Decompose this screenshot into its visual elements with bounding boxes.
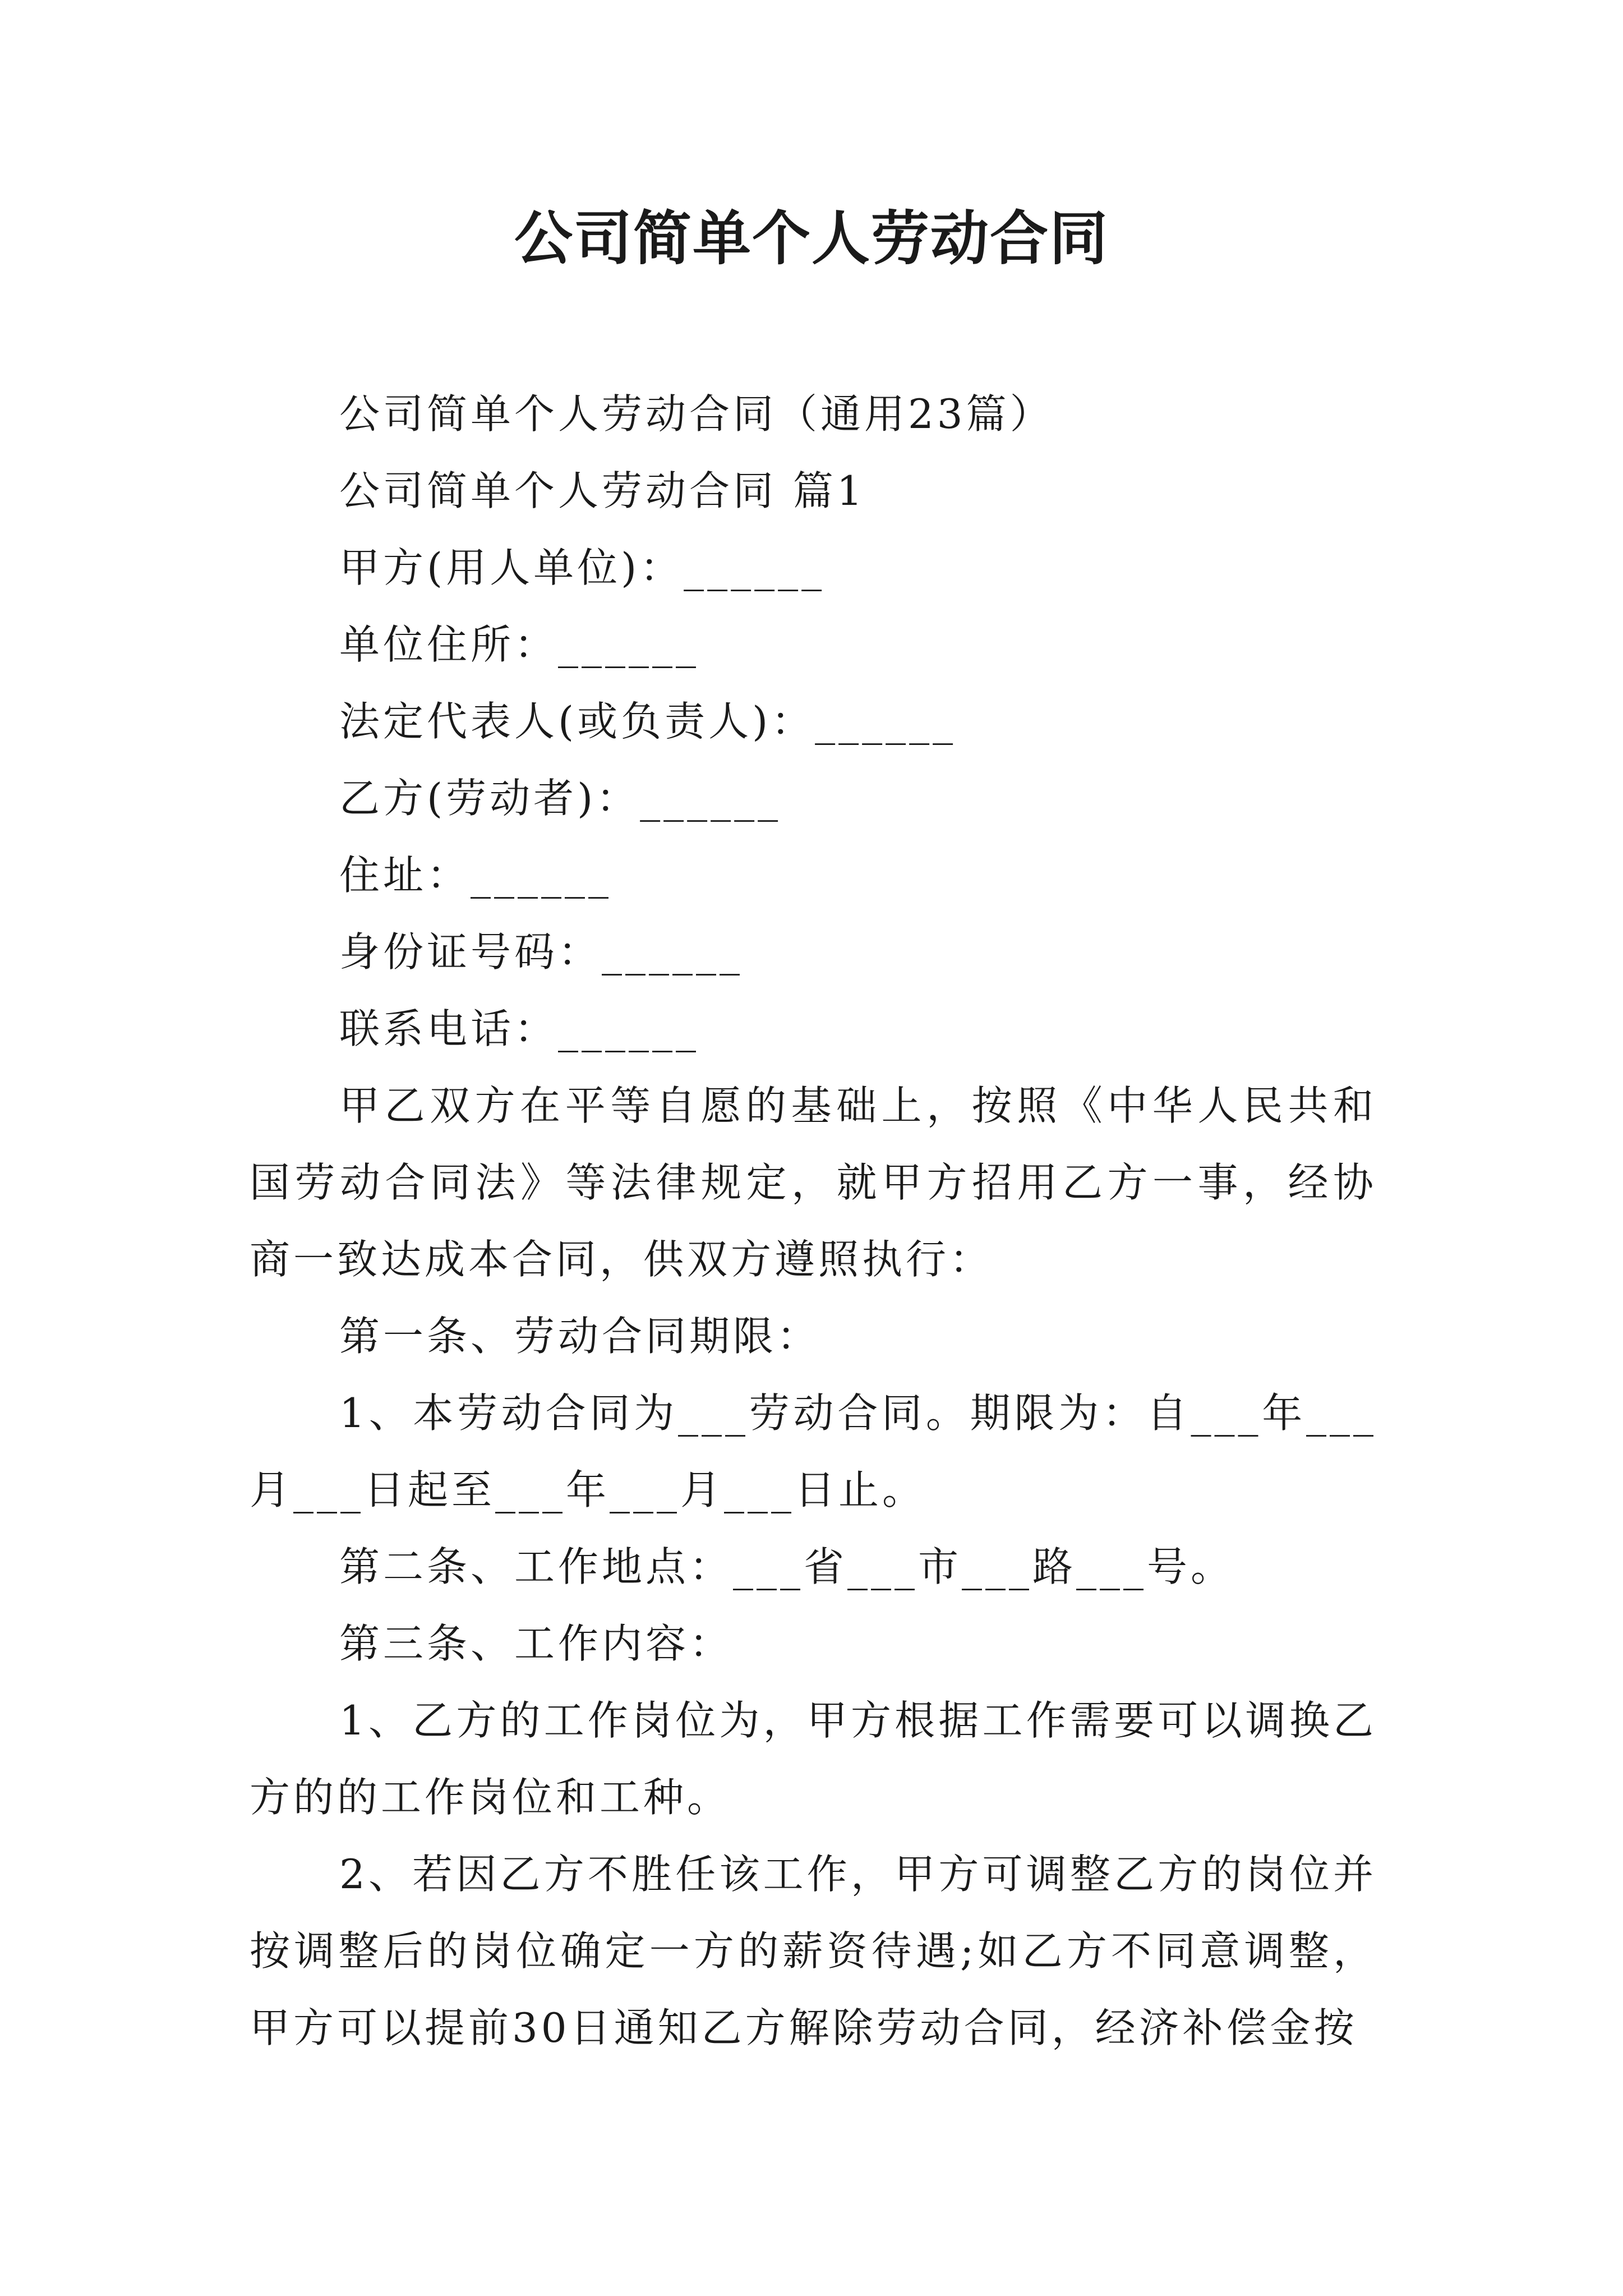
paragraph-article-2: 第二条、工作地点：___省___市___路___号。 — [339, 1543, 1235, 1590]
paragraph-article-3-item-2: 2、若因乙方不胜任该工作，甲方可调整乙方的岗位并按调整后的岗位确定一方的薪资待遇;如乙方不同意调整，甲方可以提前30日通知乙方解除劳动合同，经济补偿金按 — [250, 1851, 1377, 2051]
paragraph-party-b: 乙方(劳动者)：______ — [339, 775, 782, 822]
paragraph-address: 住址：______ — [339, 852, 612, 899]
paragraph-article-1: 第一条、劳动合同期限： — [339, 1313, 821, 1360]
paragraph-party-a: 甲方(用人单位)：______ — [339, 544, 826, 591]
document-body — [250, 376, 1377, 2067]
paragraph-phone: 联系电话：______ — [339, 1005, 700, 1052]
paragraph-unit-address: 单位住所：______ — [339, 621, 700, 668]
paragraph-section-heading: 公司简单个人劳动合同 篇1 — [339, 467, 866, 514]
paragraph-article-3: 第三条、工作内容： — [339, 1620, 734, 1667]
paragraph-article-1-item-1: 1、本劳动合同为___劳动合同。期限为：自___年___月___日起至___年___月___日止。 — [250, 1389, 1377, 1513]
paragraph-preamble: 甲乙双方在平等自愿的基础上，按照《中华人民共和国劳动合同法》等法律规定，就甲方招用乙方一事，经协商一致达成本合同，供双方遵照执行： — [250, 1082, 1377, 1283]
paragraph-id-number: 身份证号码：______ — [339, 928, 744, 976]
paragraph-legal-representative: 法定代表人(或负责人)：______ — [339, 698, 957, 745]
document-title: 公司简单个人劳动合同 — [514, 204, 1109, 273]
paragraph-article-3-item-1: 1、乙方的工作岗位为，甲方根据工作需要可以调换乙方的的工作岗位和工种。 — [250, 1697, 1377, 1821]
paragraph-subtitle: 公司简单个人劳动合同（通用23篇） — [339, 390, 1054, 438]
